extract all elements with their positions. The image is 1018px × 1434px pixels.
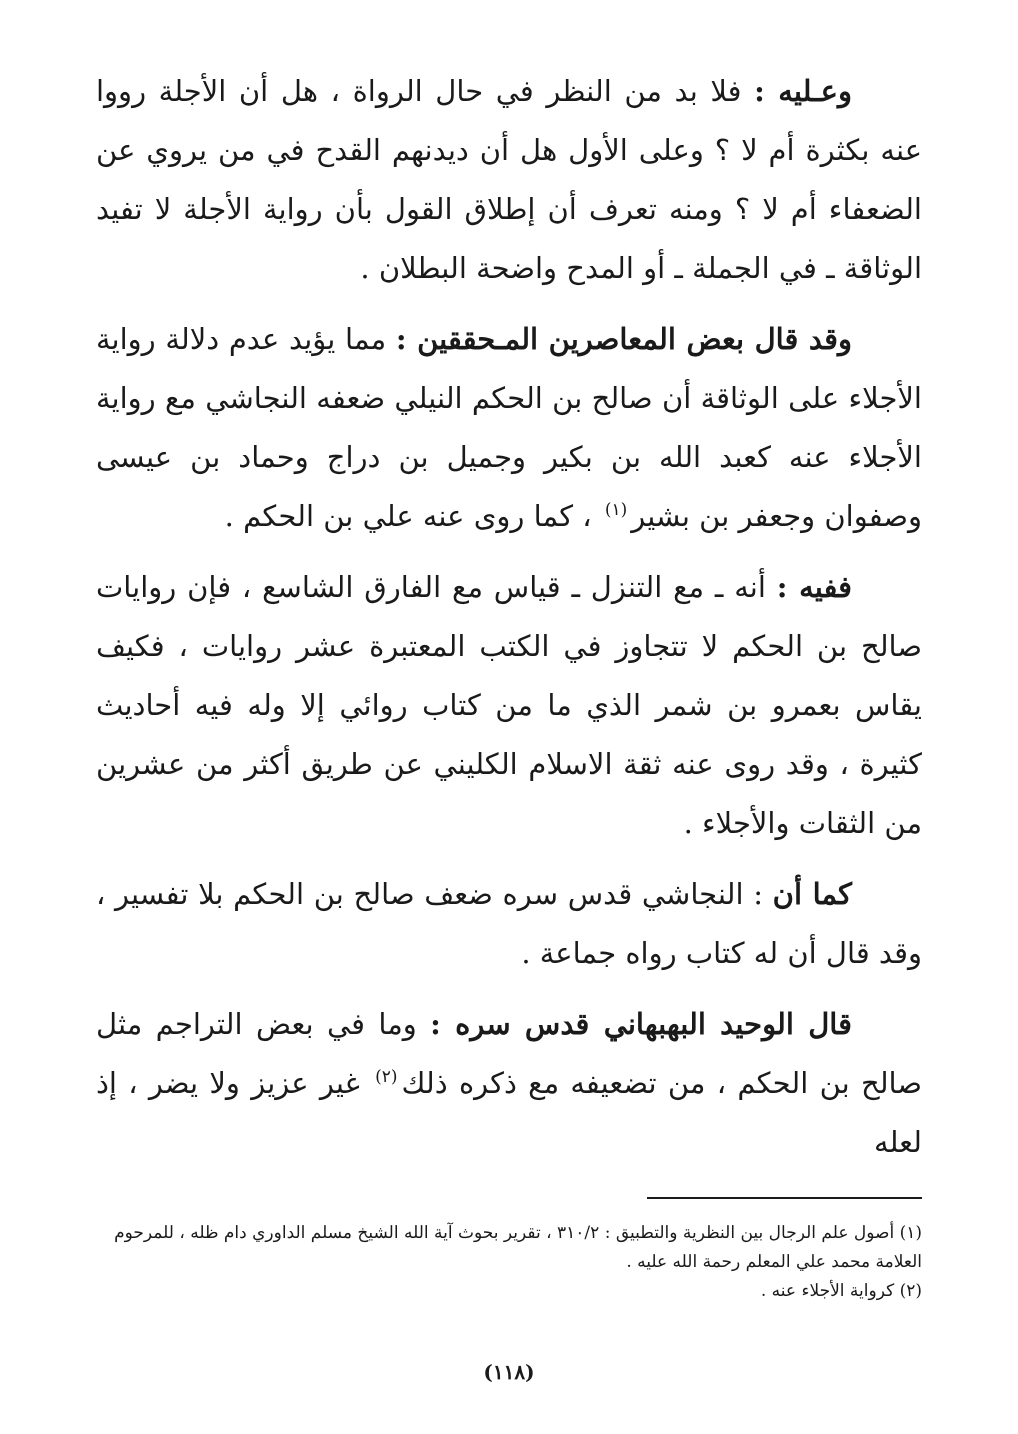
- footnote-ref-2[interactable]: (٢): [375, 1067, 398, 1088]
- paragraph-1-text: فلا بد من النظر في حال الرواة ، هل أن الأجلة رووا عنه بكثرة أم لا ؟ وعلى الأول هل أن ديدنهم القدح في من يروي عن الضعفاء أم لا ؟ ومنه تعرف أن إطلاق القول بأن رواية الأجلة لا تفيد الوثاقة ـ في الجملة ـ أو المدح واضحة البطلان .: [96, 74, 922, 285]
- footnote-2: (٢) كرواية الأجلاء عنه .: [760, 1281, 922, 1301]
- paragraph-2-text: مما يؤيد عدم دلالة رواية الأجلاء على الوثاقة أن صالح بن الحكم النيلي ضعفه النجاشي مع رواية الأجلاء عنه كعبد الله بن بكير وجميل بن دراج وحماد بن عيسى وصفوان وجعفر بن بشير: [96, 322, 922, 533]
- paragraph-2-text-end: ، كما روى عنه علي بن الحكم .: [224, 499, 601, 533]
- paragraph-2: [96, 310, 922, 546]
- footnote-1: (١) أصول علم الرجال بين النظرية والتطبيق : ٣١٠/٢ ، تقرير بحوث آية الله الشيخ مسلم الداوري دام ظله ، للمرحوم العلامة محمد علي المعلم رحمة الله عليه .: [114, 1223, 922, 1272]
- main-text: [96, 62, 922, 1184]
- paragraph-5-text: وما في بعض التراجم مثل صالح بن الحكم ، من تضعيفه مع ذكره ذلك: [96, 1007, 923, 1100]
- paragraph-5-text-end: غير عزيز ولا يضر ، إذ لعله: [96, 1066, 922, 1159]
- footnotes: [96, 1219, 922, 1306]
- footnote-ref-1[interactable]: (١): [604, 500, 628, 521]
- paragraph-4-text: : النجاشي قدس سره ضعف صالح بن الحكم بلا تفسير ، وقد قال أن له كتاب رواه جماعة .: [96, 877, 922, 970]
- paragraph-2-lead: وقد قال بعض المعاصرين المـحققين :: [395, 322, 853, 356]
- paragraph-1-lead: وعـليه :: [754, 74, 852, 108]
- paragraph-1: [96, 62, 922, 298]
- page-number: (١١٨): [483, 1360, 535, 1384]
- paragraph-3-text: أنه ـ مع التنزل ـ قياس مع الفارق الشاسع ، فإن روايات صالح بن الحكم لا تتجاوز في الكتب المعتبرة عشر روايات ، فكيف يقاس بعمرو بن شمر الذي ما من كتاب روائي إلا وله فيه أحاديث كثيرة ، وقد روى عنه ثقة الاسلام الكليني عن طريق أكثر من عشرين من الثقات والأجلاء .: [96, 570, 923, 840]
- paragraph-3: [96, 558, 922, 853]
- paragraph-4-lead: كما أن: [772, 877, 852, 911]
- paragraph-5: [96, 995, 922, 1172]
- paragraph-4: [96, 865, 922, 983]
- paragraph-3-lead: ففيه :: [776, 570, 852, 604]
- paragraph-5-lead: قال الوحيد البهبهاني قدس سره :: [430, 1007, 852, 1041]
- footnote-separator: [647, 1197, 922, 1199]
